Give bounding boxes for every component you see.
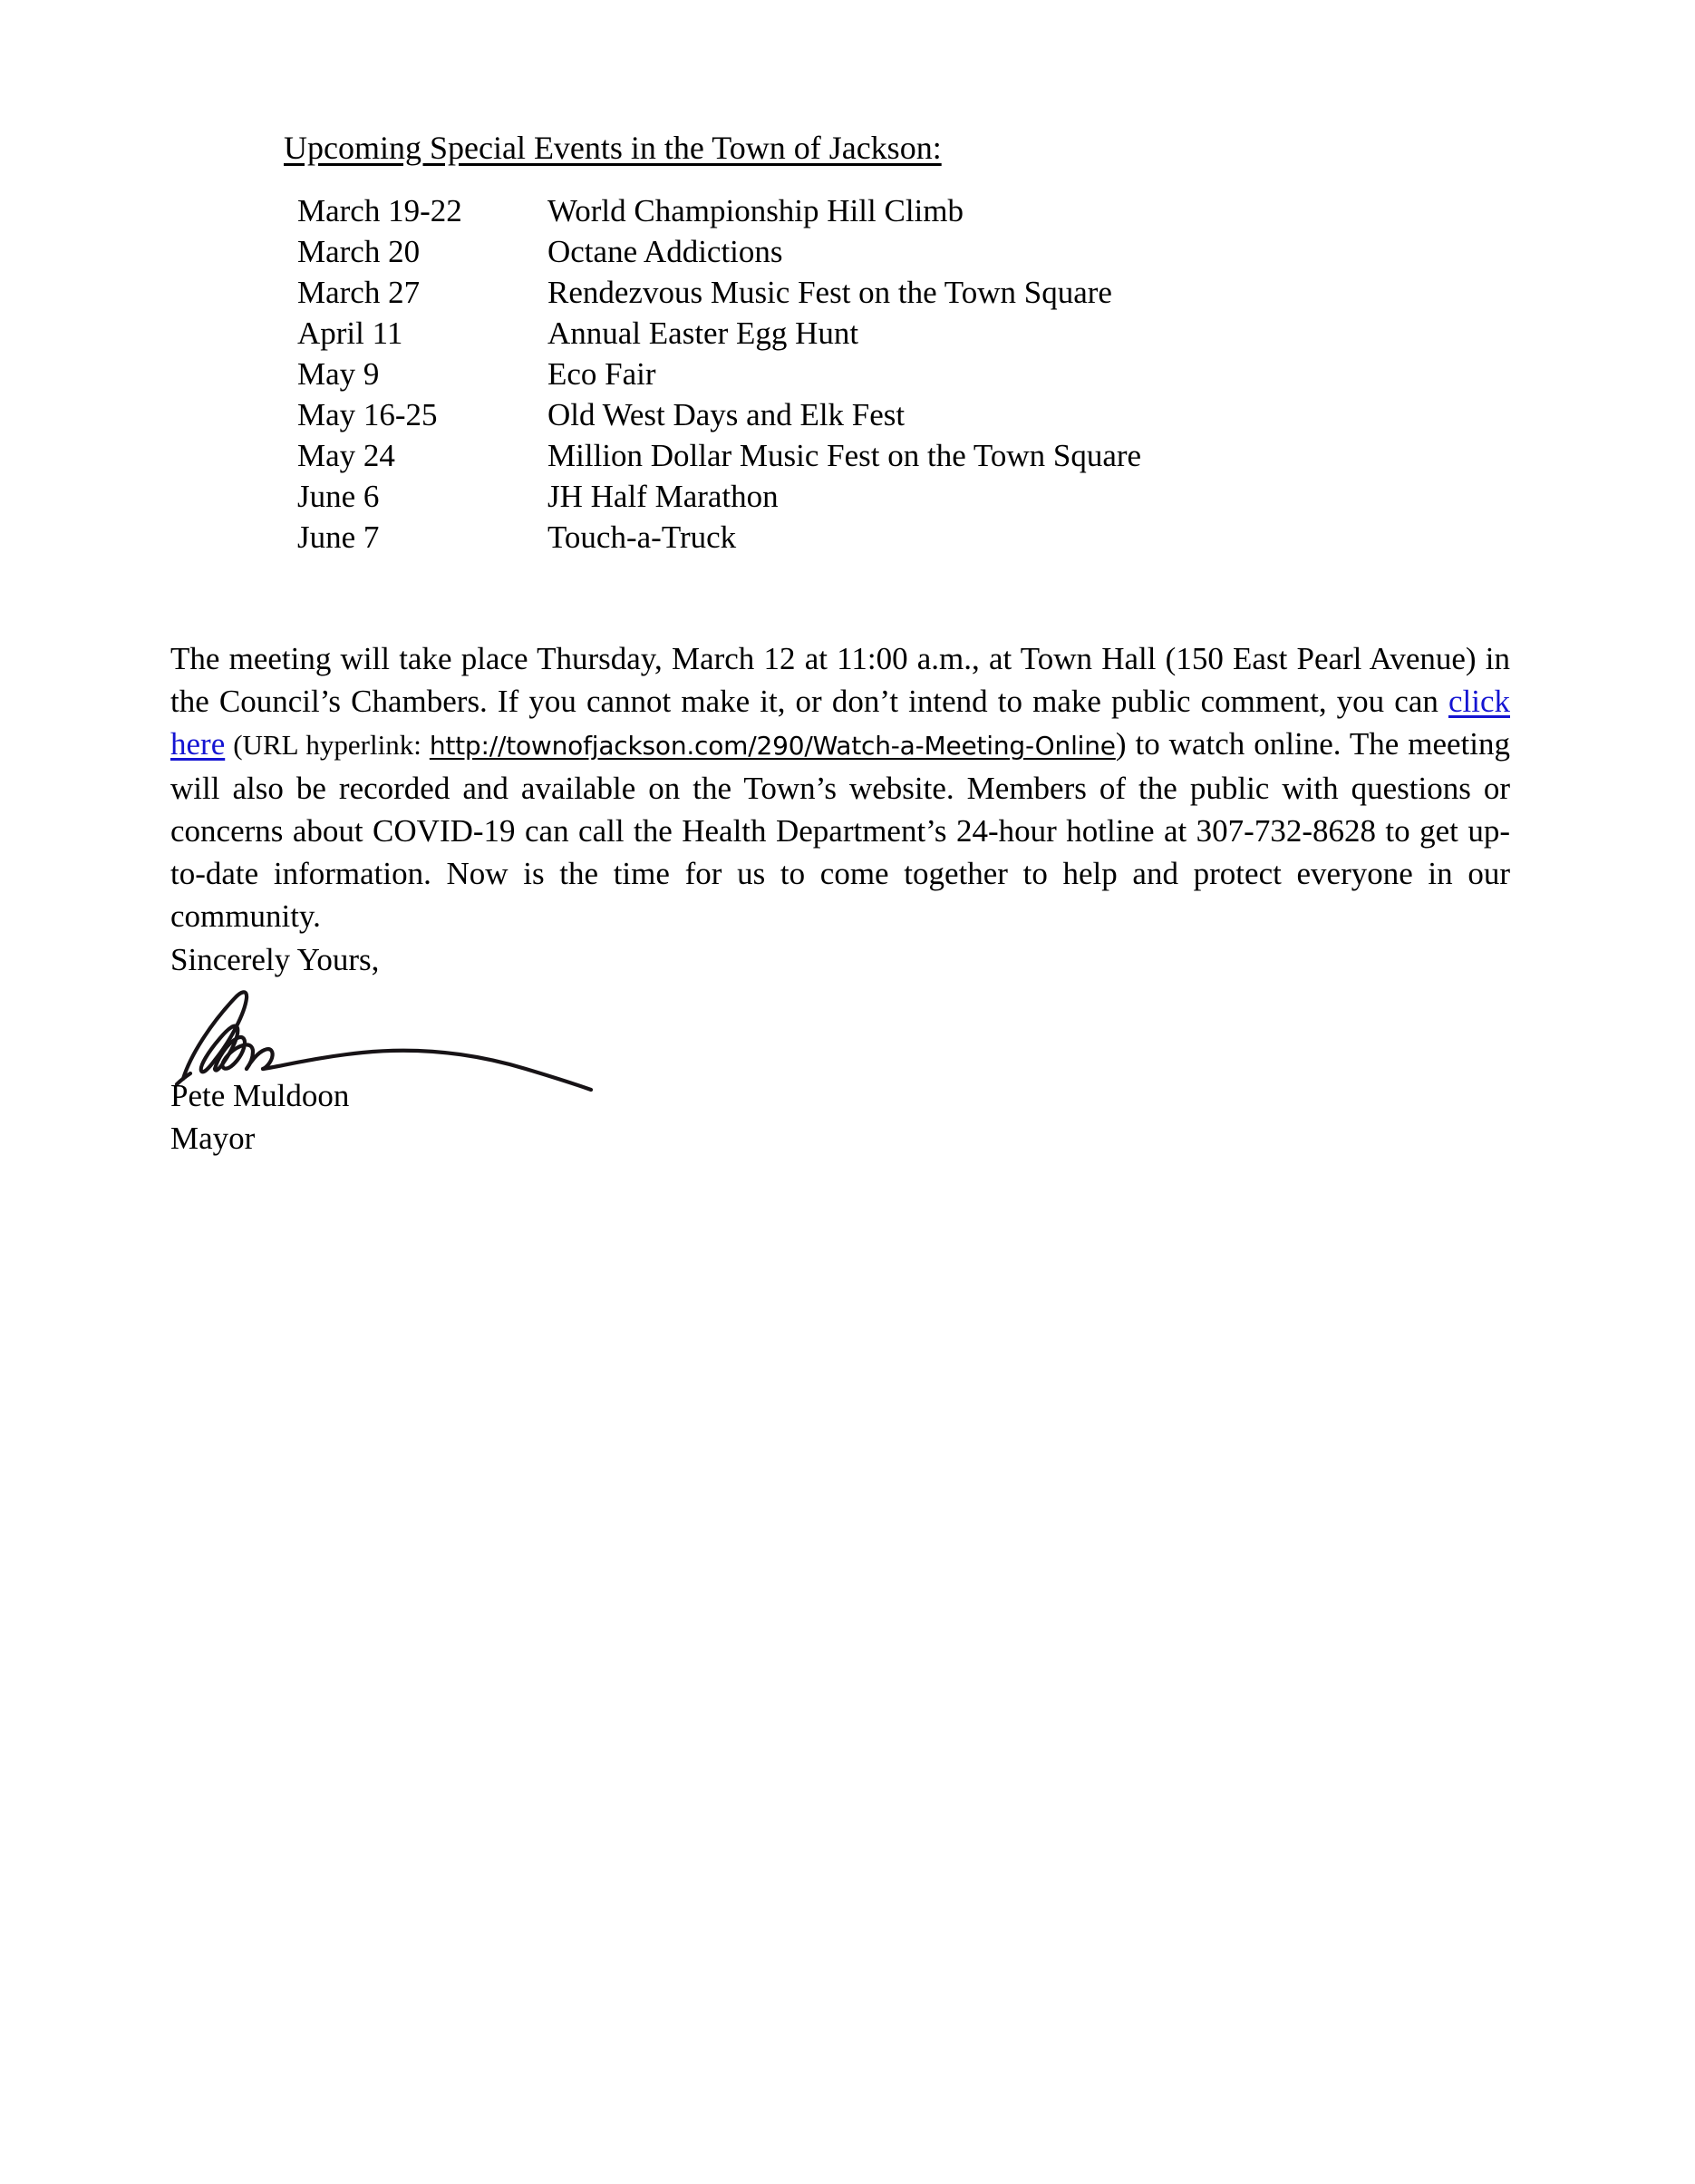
paragraph-text-before-link: The meeting will take place Thursday, March 12 at 11:00 a.m., at Town Hall (150 East Pearl Avenue) in the Council’s Chambers. If you cannot make it, or don’t intend to make public comment, you can <box>170 641 1510 719</box>
event-name: Octane Addictions <box>547 234 783 269</box>
url-hyperlink-note: (URL hyperlink: <box>225 729 430 761</box>
signer-title: Mayor <box>170 1121 256 1156</box>
event-name: Annual Easter Egg Hunt <box>547 315 859 351</box>
events-table-body <box>297 190 1141 558</box>
table-row <box>297 272 1141 313</box>
events-table <box>297 190 1141 558</box>
meeting-url-text[interactable]: http://townofjackson.com/290/Watch-a-Meeting-Online <box>429 731 1116 761</box>
event-name: JH Half Marathon <box>547 479 779 514</box>
sign-off-text: Sincerely Yours, <box>170 942 380 977</box>
paragraph-text-after-link: ) to watch online. The meeting will also be recorded and available on the Town’s website. Members of the public with questions or concerns about COVID-19 can call the Health Department’s 24-hour hotline at 307-732-8628 to get up-to-date information. Now is the time for us to come together to help and protect everyone in our community. <box>170 726 1510 934</box>
event-date: March 19-22 <box>297 193 462 228</box>
table-row <box>297 435 1141 476</box>
event-name: Eco Fair <box>547 356 656 392</box>
table-row <box>297 313 1141 354</box>
event-name: Old West Days and Elk Fest <box>547 397 906 432</box>
event-date: April 11 <box>297 315 403 351</box>
event-date: June 7 <box>297 519 380 555</box>
signer-name: Pete Muldoon <box>170 1078 350 1113</box>
event-name: Touch-a-Truck <box>547 519 737 555</box>
table-row <box>297 476 1141 517</box>
table-row <box>297 517 1141 558</box>
table-row <box>297 190 1141 231</box>
event-date: March 27 <box>297 275 421 310</box>
event-name: Rendezvous Music Fest on the Town Square <box>547 275 1112 310</box>
table-row <box>297 394 1141 435</box>
event-date: May 16-25 <box>297 397 438 432</box>
table-row <box>297 231 1141 272</box>
upcoming-events-section <box>0 127 1695 558</box>
event-date: March 20 <box>297 234 421 269</box>
events-heading: Upcoming Special Events in the Town of Jackson: <box>284 130 942 166</box>
click-here-link[interactable]: click here <box>170 684 1510 762</box>
event-date: May 24 <box>297 438 395 473</box>
event-name: Million Dollar Music Fest on the Town Square <box>547 438 1142 473</box>
event-date: June 6 <box>297 479 380 514</box>
meeting-details-paragraph <box>170 637 1510 937</box>
table-row <box>297 354 1141 394</box>
event-name: World Championship Hill Climb <box>547 193 964 228</box>
event-date: May 9 <box>297 356 380 392</box>
signature-image <box>163 979 634 1088</box>
